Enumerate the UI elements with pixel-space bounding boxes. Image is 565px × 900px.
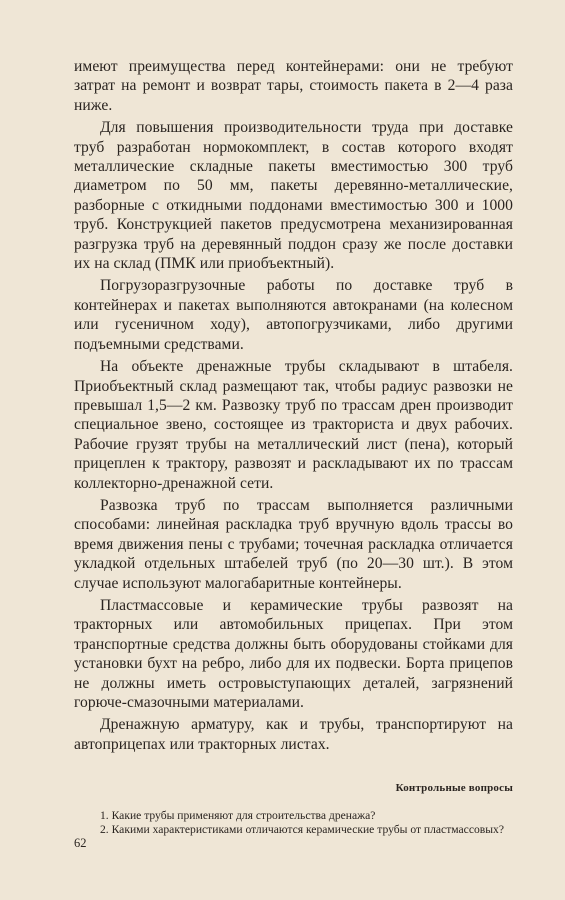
paragraph-fittings: Дренажную арматуру, как и трубы, транспортируют на автоприцепах или тракторных листах. xyxy=(74,716,513,753)
section-title: Контрольные вопросы xyxy=(395,782,513,795)
paragraph-site-storage: На объекте дренажные трубы складывают в штабеля. Приобъектный склад размещают так, чтобы радиус развозки не превышал 1,5—2 км. Развозку труб по трассам дрен производит специальное звено, состоящее из тракториста и двух рабочих. Рабочие грузят трубы на металлический лист (пена), который прицеплен к трактору, развозят и раскладывают их по трассам коллекторно-дренажной сети. xyxy=(74,358,513,492)
question-item: 1. Какие трубы применяют для строительства дренажа? xyxy=(100,809,376,823)
body-text xyxy=(74,57,513,754)
paragraph-trailers: Пластмассовые и керамические трубы развозят на тракторных или автомобильных прицепах. При этом транспортные средства должны быть оборудованы стойками для установки бухт на ребро, либо для их подвески. Борта прицепов не должны иметь островыступающих деталей, загрязнений горюче-смазочными материалами. xyxy=(74,596,513,711)
question-item: 2. Какими характеристиками отличаются керамические трубы от пластмассовых? xyxy=(100,823,504,837)
page-number: 62 xyxy=(74,836,87,850)
paragraph-continuation: имеют преимущества перед контейнерами: они не требуют затрат на ремонт и возврат тары, стоимость пакета в 2—4 раза ниже. xyxy=(74,58,513,114)
paragraph-loading-works: Погрузоразгрузочные работы по доставке труб в контейнерах и пакетах выполняются автокранами (на колесном или гусеничном ходу), автопогрузчиками, либо другими подъемными средствами. xyxy=(74,277,513,353)
paragraph-normokomplekt: Для повышения производительности труда при доставке труб разработан нормокомплект, в состав которого входят металлические складные пакеты вместимостью 300 труб диаметром по 50 мм, пакеты деревянно-металлические, разборные с откидными поддонами вместимостью 300 и 1000 труб. Конструкцией пакетов предусмотрена механизированная разгрузка труб на деревянный поддон сразу же после доставки их на склад (ПМК или приобъектный). xyxy=(74,119,513,273)
questions-list xyxy=(74,809,513,837)
paragraph-distribution-methods: Развозка труб по трассам выполняется различными способами: линейная раскладка труб вручную вдоль трассы во время движения пены с трубами; точечная раскладка отличается укладкой отдельных штабелей труб (по 20—30 шт.). В этом случае используют малогабаритные контейнеры. xyxy=(74,496,513,592)
